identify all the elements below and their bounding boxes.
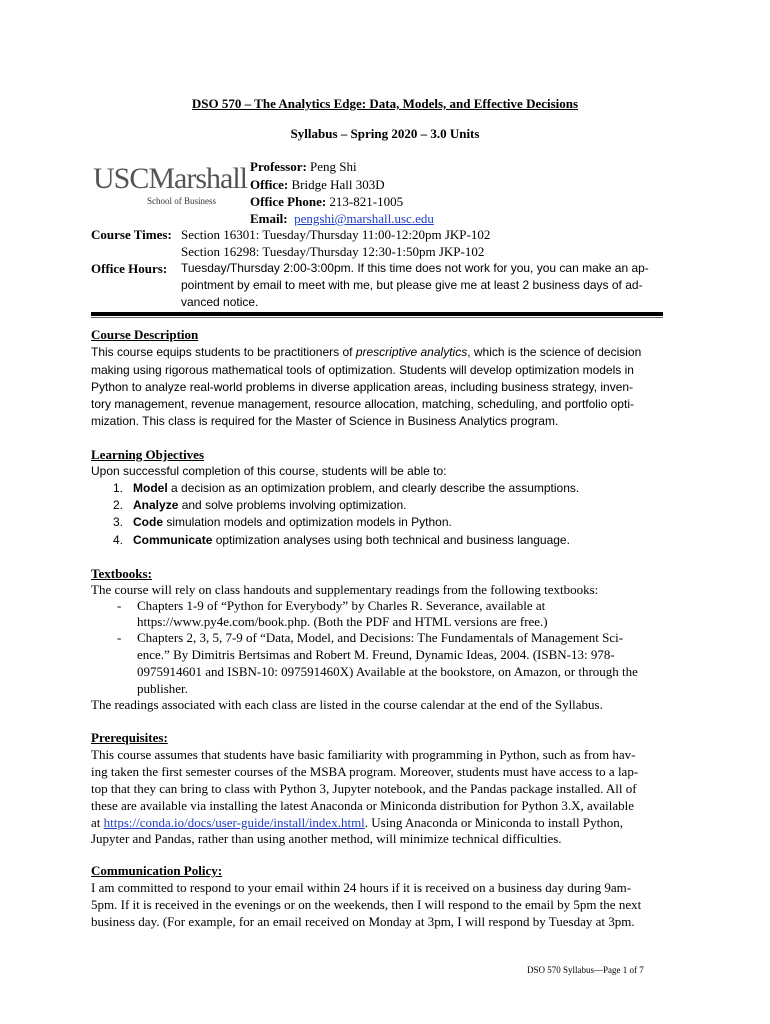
- bullet-dash: -: [117, 630, 122, 645]
- document-subtitle: Syllabus – Spring 2020 – 3.0 Units: [290, 126, 480, 141]
- course-times-line-2: Section 16298: Tuesday/Thursday 12:30-1:50pm JKP-102: [181, 244, 485, 259]
- usc-marshall-logo: [93, 162, 247, 206]
- textbook-2-line-3: 0975914601 and ISBN-10: 097591460X) Available at the bookstore, on Amazon, or through the: [137, 664, 638, 679]
- course-description-heading: Course Description: [91, 327, 199, 342]
- professor-line: Professor: Peng Shi: [250, 159, 357, 174]
- objective-item: 3. Code simulation models and optimization models in Python.: [113, 515, 452, 529]
- professor-name: Peng Shi: [310, 159, 357, 174]
- description-line-2: making using rigorous mathematical tools of optimization. Students will develop optimization models in: [91, 363, 634, 377]
- office-value: Bridge Hall 303D: [291, 177, 385, 192]
- description-line-1: This course equips students to be practitioners of prescriptive analytics, which is the science of decision: [91, 345, 642, 359]
- course-times-label: Course Times:: [91, 227, 172, 242]
- section-divider-thin: [91, 317, 663, 318]
- prerequisites-heading: Prerequisites:: [91, 730, 168, 745]
- textbooks-intro: The course will rely on class handouts and supplementary readings from the following textbooks:: [91, 582, 599, 597]
- textbooks-heading: Textbooks:: [91, 566, 152, 581]
- description-line-5: mization. This class is required for the Master of Science in Business Analytics program.: [91, 414, 559, 428]
- page-footer: DSO 570 Syllabus—Page 1 of 7: [527, 965, 644, 975]
- conda-install-link[interactable]: https://conda.io/docs/user-guide/install/index.html: [103, 815, 365, 830]
- description-line-3: Python to analyze real-world problems in diverse application areas, including business strategy, inven-: [91, 380, 634, 394]
- textbooks-outro: The readings associated with each class are listed in the course calendar at the end of the Syllabus.: [91, 697, 603, 712]
- course-times-line-1: Section 16301: Tuesday/Thursday 11:00-12:20pm JKP-102: [181, 227, 491, 242]
- prereq-line-1: This course assumes that students have basic familiarity with programming in Python, such as from hav-: [91, 747, 636, 762]
- communication-line-2: 5pm. If it is received in the evenings or on the weekends, then I will respond to the email by 5pm the next: [91, 897, 642, 912]
- office-hours-label: Office Hours:: [91, 261, 168, 276]
- communication-policy-heading: Communication Policy:: [91, 863, 223, 878]
- textbook-2-line-4: publisher.: [137, 681, 188, 696]
- learning-objectives-heading: Learning Objectives: [91, 447, 205, 462]
- description-line-4: tory management, revenue management, resource allocation, matching, scheduling, and portfolio opti-: [91, 397, 634, 411]
- section-divider: [91, 312, 663, 316]
- logo-text: USCMarshall: [93, 162, 247, 195]
- prereq-line-5: at https://conda.io/docs/user-guide/install/index.html. Using Anaconda or Miniconda to install Python,: [91, 815, 623, 830]
- communication-line-3: business day. (For example, for an email received on Monday at 3pm, I will respond by Tuesday at 3pm.: [91, 914, 635, 929]
- objective-item: 4. Communicate optimization analyses using both technical and business language.: [113, 533, 570, 547]
- textbook-2-line-2: ence.” By Dimitris Bertsimas and Robert M. Freund, Dynamic Ideas, 2004. (ISBN-13: 978-: [137, 647, 615, 662]
- logo-subtitle: School of Business: [147, 196, 217, 206]
- prereq-line-2: ing taken the first semester courses of the MSBA program. Moreover, students must have access to a lap-: [91, 764, 639, 779]
- bullet-dash: -: [117, 598, 122, 613]
- prereq-line-4: these are available via installing the latest Anaconda or Miniconda distribution for Python 3.X, available: [91, 798, 634, 813]
- textbook-1-line-1: Chapters 1-9 of “Python for Everybody” by Charles R. Severance, available at: [137, 598, 546, 613]
- office-line: Office: Bridge Hall 303D: [250, 177, 385, 192]
- phone-value: 213-821-1005: [329, 194, 404, 209]
- document-title: DSO 570 – The Analytics Edge: Data, Models, and Effective Decisions: [191, 96, 579, 111]
- objectives-intro: Upon successful completion of this course, students will be able to:: [91, 464, 447, 478]
- prereq-line-3: top that they can bring to class with Python 3, Jupyter notebook, and the Pandas package installed. All of: [91, 781, 637, 796]
- objective-item: 2. Analyze and solve problems involving optimization.: [113, 498, 407, 512]
- phone-line: Office Phone: 213-821-1005: [250, 194, 404, 209]
- email-line: Email: pengshi@marshall.usc.edu: [250, 211, 434, 226]
- office-hours-line-3: vanced notice.: [181, 295, 259, 309]
- textbook-2-line-1: Chapters 2, 3, 5, 7-9 of “Data, Model, and Decisions: The Fundamentals of Management Sci-: [137, 630, 624, 645]
- office-hours-line-1: Tuesday/Thursday 2:00-3:00pm. If this time does not work for you, you can make an ap-: [181, 261, 649, 275]
- email-link[interactable]: pengshi@marshall.usc.edu: [294, 211, 434, 226]
- office-hours-line-2: pointment by email to meet with me, but please give me at least 2 business days of ad-: [181, 278, 643, 292]
- prereq-line-6: Jupyter and Pandas, rather than using another method, will minimize technical difficulties.: [91, 831, 562, 846]
- textbook-1-line-2: https://www.py4e.com/book.php. (Both the PDF and HTML versions are free.): [137, 614, 548, 629]
- communication-line-1: I am committed to respond to your email within 24 hours if it is received on a business day during 9am-: [91, 880, 632, 895]
- objective-item: 1. Model a decision as an optimization problem, and clearly describe the assumptions.: [113, 481, 580, 495]
